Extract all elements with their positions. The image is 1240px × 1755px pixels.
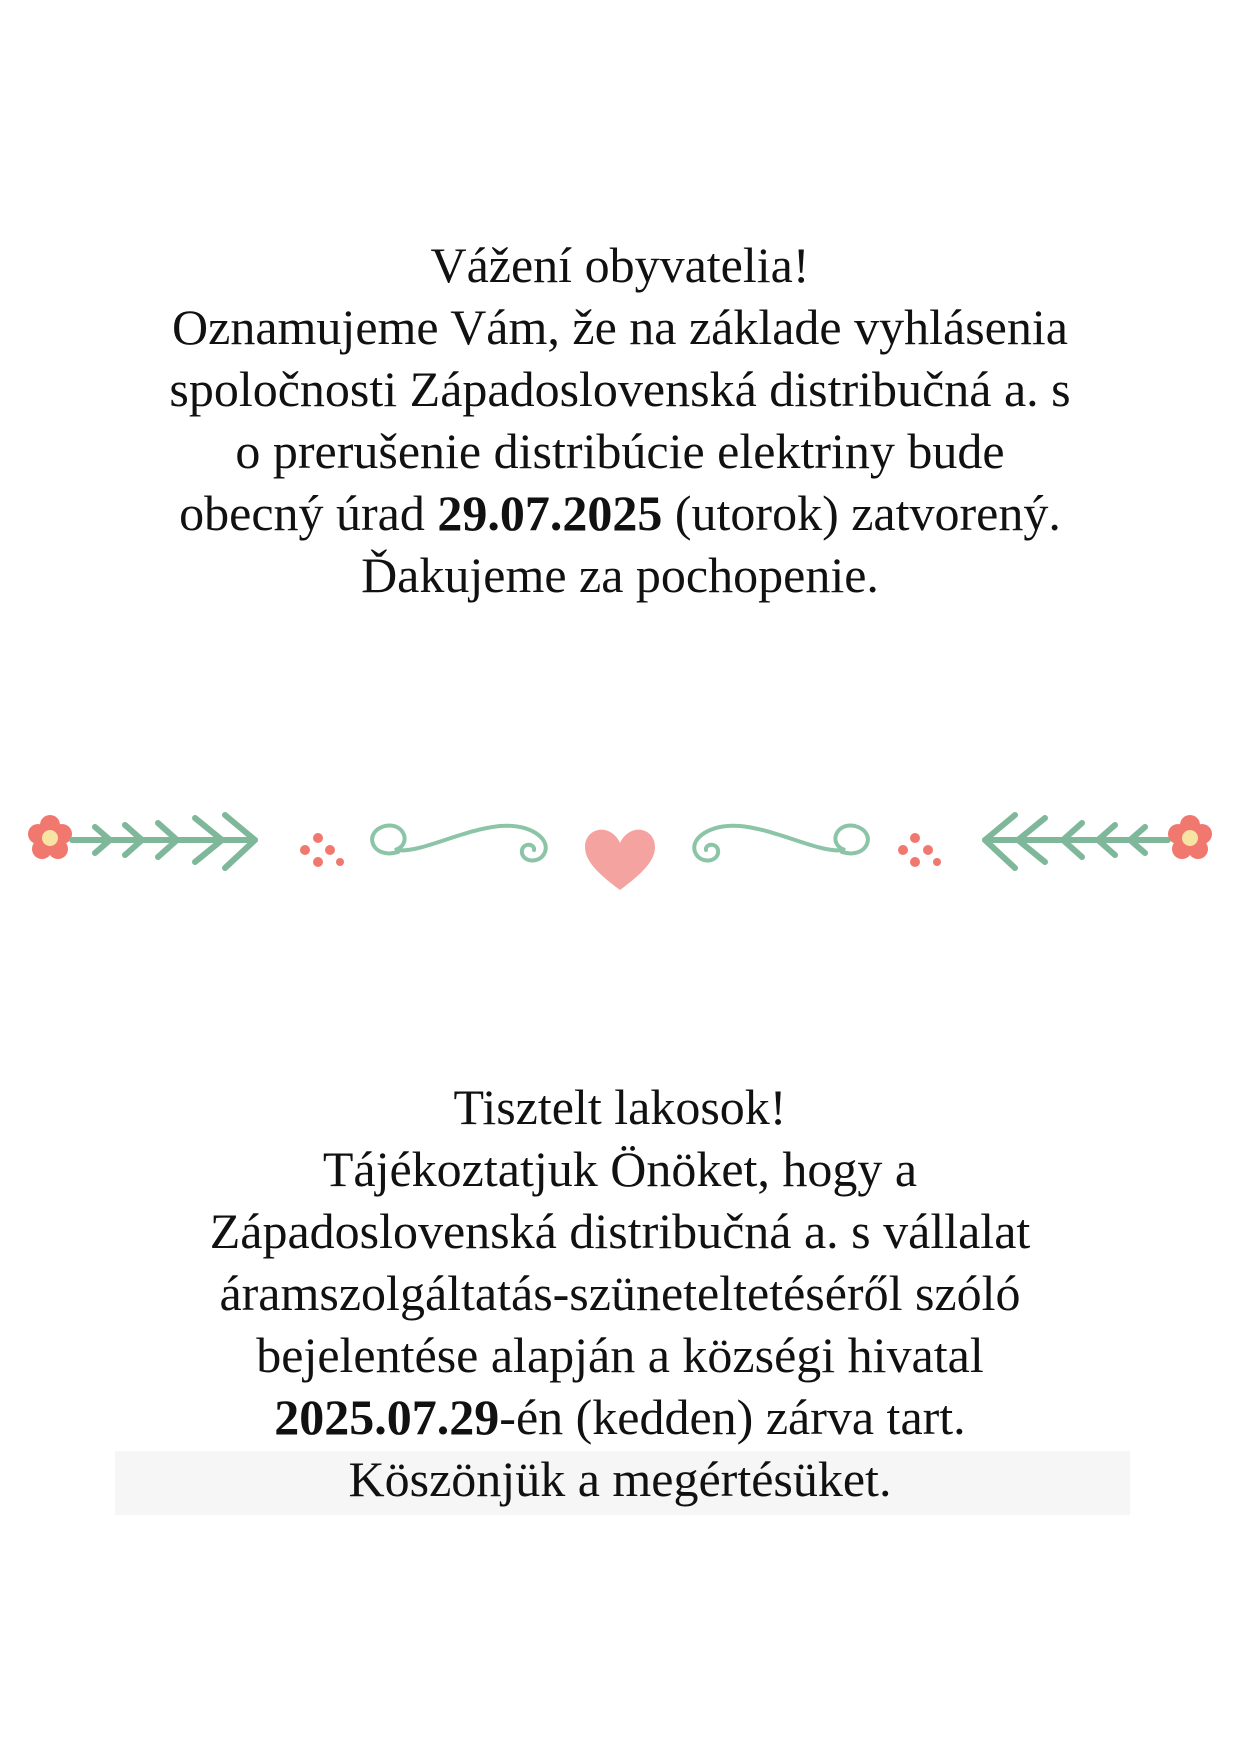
hungarian-closing: Köszönjük a megértésüket. — [348, 1451, 892, 1507]
flower-icon — [28, 815, 72, 859]
swirl-icon — [694, 826, 868, 861]
hungarian-line-3: áramszolgáltatás-szüneteltetéséről szóló — [219, 1265, 1021, 1321]
dots-icon — [898, 833, 941, 867]
slovak-line-2: spoločnosti Západoslovenská distribučná a. s — [169, 361, 1071, 417]
slovak-closing: Ďakujeme za pochopenie. — [361, 547, 879, 603]
floral-divider — [0, 790, 1240, 910]
slovak-line-4-start: obecný úrad — [179, 485, 438, 541]
swirl-icon — [372, 826, 546, 861]
hungarian-line-5-end: -én (kedden) zárva tart. — [499, 1389, 966, 1445]
hungarian-line-2: Západoslovenská distribučná a. s vállalat — [209, 1203, 1031, 1259]
slovak-line-4 — [0, 482, 1240, 544]
hungarian-line-4: bejelentése alapján a községi hivatal — [256, 1327, 984, 1383]
slovak-line-4-end: (utorok) zatvorený. — [662, 485, 1061, 541]
hungarian-notice — [0, 1076, 1240, 1510]
leaf-branch-icon — [985, 815, 1168, 868]
heart-icon — [585, 830, 655, 890]
slovak-line-1: Oznamujeme Vám, že na základe vyhlásenia — [172, 299, 1068, 355]
dots-icon — [300, 833, 344, 867]
flower-icon — [1168, 815, 1212, 859]
slovak-notice — [0, 234, 1240, 606]
leaf-branch-icon — [72, 815, 255, 868]
hungarian-greeting: Tisztelt lakosok! — [453, 1079, 787, 1135]
hungarian-line-1: Tájékoztatjuk Önöket, hogy a — [322, 1141, 918, 1197]
hungarian-closure-date: 2025.07.29 — [274, 1389, 500, 1445]
hungarian-line-5 — [0, 1386, 1240, 1448]
slovak-closure-date: 29.07.2025 — [437, 485, 663, 541]
slovak-greeting: Vážení obyvatelia! — [430, 237, 810, 293]
slovak-line-3: o prerušenie distribúcie elektriny bude — [235, 423, 1005, 479]
